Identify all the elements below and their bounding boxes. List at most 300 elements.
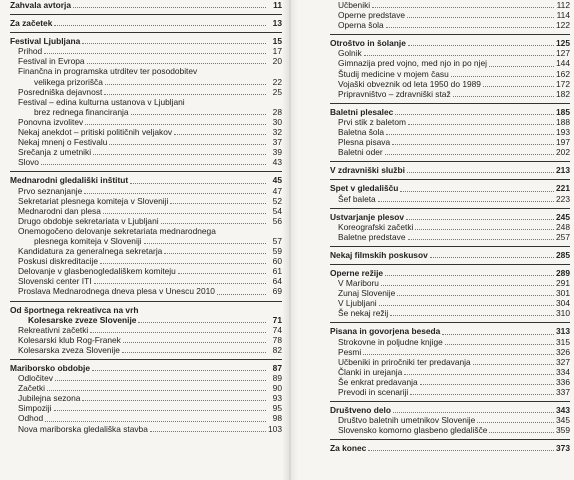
dot-leader	[82, 400, 266, 401]
toc-page-number: 289	[556, 267, 570, 278]
toc-entry-title: Kolesarski klub Rog-Franek	[18, 334, 121, 345]
toc-entry-title: Poskusi diskreditacije	[18, 256, 99, 267]
toc-page-number: 172	[556, 78, 570, 89]
dot-leader	[385, 154, 554, 155]
toc-entry	[330, 107, 570, 117]
toc-entry	[330, 250, 570, 260]
toc-entry-title: Učbeniki	[338, 0, 371, 10]
dot-leader	[397, 295, 554, 296]
dot-leader	[364, 55, 554, 56]
toc-page-number: 28	[272, 106, 282, 117]
toc-entry	[330, 38, 570, 48]
toc-entry	[10, 0, 282, 10]
toc-entry	[10, 424, 282, 434]
dot-leader	[178, 273, 266, 274]
toc-entry	[330, 79, 570, 89]
toc-page-number: 74	[272, 324, 282, 335]
toc-page-number: 98	[272, 413, 282, 424]
toc-entry	[10, 186, 282, 196]
toc-entry	[10, 127, 282, 137]
dot-leader	[483, 86, 554, 87]
toc-page-number: 304	[556, 298, 570, 309]
dot-leader	[390, 315, 554, 316]
dot-leader	[82, 43, 266, 44]
dot-leader	[406, 219, 554, 220]
toc-left-list	[10, 0, 282, 434]
toc-page-number: 89	[272, 373, 282, 384]
toc-entry	[10, 196, 282, 206]
dot-leader	[407, 17, 554, 18]
toc-page-number: 30	[272, 116, 282, 127]
toc-entry-title: Še nekaj režij	[338, 308, 389, 319]
dot-leader	[45, 421, 266, 422]
toc-entry	[330, 183, 570, 193]
toc-entry	[10, 117, 282, 127]
toc-page-number: 343	[556, 405, 570, 416]
section-divider	[330, 179, 570, 180]
toc-page-number: 197	[556, 137, 570, 148]
dot-leader	[90, 332, 266, 333]
toc-entry	[330, 232, 570, 242]
toc-entry-title: Prvo seznanjanje	[18, 185, 83, 196]
toc-entry	[10, 286, 282, 296]
dot-leader	[123, 342, 266, 343]
dot-leader	[92, 370, 266, 371]
dot-leader	[477, 422, 554, 423]
toc-entry	[10, 403, 282, 413]
toc-page-number: 45	[272, 175, 282, 186]
toc-page-number: 213	[556, 165, 570, 176]
toc-entry-title: Od športnega rekreativca na vrh	[10, 304, 139, 315]
dot-leader	[372, 7, 554, 8]
section-divider	[330, 322, 570, 323]
toc-entry	[330, 147, 570, 157]
toc-page-number: 315	[556, 336, 570, 347]
toc-entry-title: Mednarodni gledališki inštitut	[10, 175, 129, 186]
toc-page-number: 359	[556, 425, 570, 436]
dot-leader	[381, 285, 554, 286]
toc-right-list	[330, 0, 570, 453]
toc-entry-title: Srečanja z umetniki	[18, 147, 92, 158]
toc-page-number: 345	[556, 415, 570, 426]
dot-leader	[400, 191, 554, 192]
toc-entry	[330, 0, 570, 10]
dot-leader	[93, 154, 266, 155]
toc-entry-title: Nova mariborska gledališka stavba	[18, 423, 148, 434]
toc-entry-title: Slovo	[18, 157, 39, 168]
dot-leader	[489, 66, 554, 67]
toc-page-number: 15	[272, 36, 282, 47]
toc-entry-title: Spet v gledališču	[330, 183, 399, 194]
toc-page-number: 257	[556, 231, 570, 242]
toc-entry	[330, 357, 570, 367]
toc-entry-title: Drugo obdobje sekretariata v Ljubljani	[18, 215, 159, 226]
toc-entry	[10, 383, 282, 393]
dot-leader	[395, 114, 554, 115]
toc-page-number: 52	[272, 195, 282, 206]
dot-leader	[393, 412, 554, 413]
toc-entry	[330, 288, 570, 298]
dot-leader	[453, 96, 554, 97]
toc-entry	[330, 10, 570, 20]
toc-page-number: 334	[556, 366, 570, 377]
dot-leader	[54, 410, 266, 411]
section-divider	[330, 401, 570, 402]
toc-page-number: 245	[556, 211, 570, 222]
toc-entry	[10, 246, 282, 256]
toc-entry-title: Šef baleta	[338, 193, 376, 204]
toc-entry-title: Sekretariat plesnega komiteja v Sloveniji	[18, 195, 169, 206]
toc-entry	[330, 48, 570, 58]
section-divider	[10, 359, 282, 360]
dot-leader	[103, 213, 266, 214]
toc-entry	[330, 89, 570, 99]
section-divider	[10, 301, 282, 302]
dot-leader	[138, 322, 266, 323]
toc-entry	[330, 347, 570, 357]
toc-entry	[10, 107, 282, 117]
toc-entry	[10, 335, 282, 345]
toc-entry-title: Posredniška dejavnost	[18, 86, 103, 97]
toc-entry-title: V Mariboru	[338, 278, 379, 289]
toc-entry-title: Odhod	[18, 413, 44, 424]
toc-entry	[330, 377, 570, 387]
toc-entry-title: plesnega komiteja v Sloveniji	[34, 235, 142, 246]
toc-entry-title: Mariborsko obdobje	[10, 363, 91, 373]
section-divider	[330, 208, 570, 209]
toc-entry-title: Kandidatura za generalnega sekretarja	[18, 246, 163, 257]
toc-page-number: 56	[272, 215, 282, 226]
dot-leader	[47, 390, 266, 391]
toc-entry	[10, 236, 282, 246]
toc-page-number: 25	[272, 86, 282, 97]
toc-entry-title: Še enkrat predavanja	[338, 376, 418, 387]
dot-leader	[392, 144, 554, 145]
toc-entry-title: Prevodi in scenariji	[338, 387, 409, 397]
toc-entry-title: Pesmi	[338, 346, 362, 357]
toc-entry	[330, 326, 570, 336]
toc-entry-title: Kolesarske zveze Slovenije	[28, 314, 137, 325]
toc-entry-title: V Ljubljani	[338, 298, 377, 309]
toc-entry	[10, 206, 282, 216]
toc-entry-title: Zahvala avtorja	[10, 0, 71, 10]
toc-entry	[330, 268, 570, 278]
toc-entry-title: Ustvarjanje plesov	[330, 211, 405, 222]
toc-page-number: 61	[272, 266, 282, 277]
toc-entry	[10, 56, 282, 66]
book-gutter	[282, 0, 298, 480]
dot-leader	[100, 263, 266, 264]
toc-entry	[10, 77, 282, 87]
toc-entry	[10, 216, 282, 226]
dot-leader	[41, 164, 266, 165]
dot-leader	[445, 344, 554, 345]
toc-entry-title: Slovenski center ITI	[18, 276, 92, 287]
dot-leader	[131, 114, 266, 115]
toc-page-number: 336	[556, 376, 570, 387]
dot-leader	[104, 94, 266, 95]
toc-entry-title: Finančna in programska utrditev ter posodobitev	[18, 66, 198, 77]
toc-entry-line	[10, 66, 282, 76]
toc-page-number: 93	[272, 393, 282, 404]
toc-entry-line	[10, 226, 282, 236]
toc-page-number: 54	[272, 205, 282, 216]
toc-page-number: 32	[272, 127, 282, 138]
dot-leader	[161, 223, 266, 224]
dot-leader	[109, 144, 266, 145]
toc-entry	[10, 363, 282, 373]
toc-entry	[10, 413, 282, 423]
toc-page-number: 185	[556, 106, 570, 117]
toc-page-number: 47	[272, 185, 282, 196]
toc-entry-title: Festival in Evropa	[18, 56, 85, 67]
toc-entry-title: Strokovne in poljudne knjige	[338, 336, 443, 347]
dot-leader	[415, 229, 554, 230]
dot-leader	[386, 27, 554, 28]
toc-entry-title: Kolesarska zveza Slovenije	[18, 344, 120, 355]
section-divider	[330, 103, 570, 104]
toc-page-number: 71	[272, 314, 282, 325]
section-divider	[10, 14, 282, 15]
dot-leader	[217, 294, 266, 295]
toc-entry	[330, 387, 570, 397]
dot-leader	[122, 352, 266, 353]
toc-page-number: 22	[272, 76, 282, 87]
toc-entry-title: Otroštvo in šolanje	[330, 38, 406, 49]
section-divider	[330, 246, 570, 247]
toc-entry	[330, 425, 570, 435]
toc-entry-title: Baletni oder	[338, 147, 383, 158]
toc-entry	[10, 266, 282, 276]
toc-page-number: 188	[556, 116, 570, 127]
section-divider	[330, 161, 570, 162]
dot-leader	[408, 239, 554, 240]
toc-entry-title: Baletne predstave	[338, 231, 406, 242]
toc-entry-title: Ponovna izvolitev	[18, 116, 84, 127]
dot-leader	[420, 384, 554, 385]
dot-leader	[363, 354, 554, 355]
toc-entry-title: Pisana in govorjena beseda	[330, 326, 441, 337]
toc-entry	[330, 137, 570, 147]
toc-entry-title: Operne predstave	[338, 10, 406, 21]
toc-entry	[10, 46, 282, 56]
toc-entry-line	[10, 305, 282, 315]
toc-entry	[10, 87, 282, 97]
dot-leader	[489, 432, 554, 433]
dot-leader	[407, 172, 554, 173]
toc-entry-title: Simpoziji	[18, 403, 52, 414]
dot-leader	[150, 431, 266, 432]
dot-leader	[385, 275, 554, 276]
toc-page-number: 82	[272, 344, 282, 355]
toc-entry	[10, 315, 282, 325]
dot-leader	[430, 257, 554, 258]
dot-leader	[473, 364, 554, 365]
dot-leader	[404, 374, 554, 375]
toc-entry-title: Operna šola	[338, 20, 384, 31]
toc-entry-title: Onemogočeno delovanje sekretariata mednarodnega	[18, 225, 216, 236]
toc-entry-title: Nekaj filmskih poskusov	[330, 249, 428, 260]
toc-entry	[10, 276, 282, 286]
toc-entry-title: Baletni plesalec	[330, 106, 394, 117]
toc-entry-title: Nekaj mnenj o Festivalu	[18, 137, 108, 148]
toc-page-number: 313	[556, 326, 570, 337]
toc-page-number: 310	[556, 308, 570, 319]
toc-entry	[10, 325, 282, 335]
toc-entry-line	[10, 97, 282, 107]
toc-entry-title: Slovensko komorno glasbeno gledališče	[338, 425, 488, 436]
toc-entry	[330, 69, 570, 79]
dot-leader	[451, 76, 554, 77]
toc-entry	[330, 127, 570, 137]
toc-entry-title: Plesna pisava	[338, 137, 391, 148]
toc-entry-title: Društveno delo	[330, 405, 391, 416]
toc-page-number: 144	[556, 58, 570, 69]
dot-leader	[44, 53, 266, 54]
toc-entry	[330, 443, 570, 453]
toc-page-number: 95	[272, 403, 282, 414]
toc-entry-title: Festival – edina kulturna ustanova v Ljubljani	[18, 96, 185, 107]
toc-entry-title: Prvi stik z baletom	[338, 116, 406, 127]
toc-page-number: 90	[272, 383, 282, 394]
toc-page-number: 39	[272, 147, 282, 158]
toc-page-number: 64	[272, 276, 282, 287]
section-divider	[10, 171, 282, 172]
dot-leader	[94, 283, 266, 284]
toc-entry	[10, 36, 282, 46]
dot-leader	[105, 84, 266, 85]
toc-entry	[10, 373, 282, 383]
toc-entry-title: Koreografski začetki	[338, 221, 414, 232]
toc-entry-title: Vojaški obveznik od leta 1950 do 1989	[338, 78, 481, 89]
toc-entry-title: V zdravniški službi	[330, 165, 405, 176]
toc-page-number: 223	[556, 193, 570, 204]
toc-entry	[330, 278, 570, 288]
toc-page-number: 13	[272, 18, 282, 29]
toc-page-number: 60	[272, 256, 282, 267]
toc-entry	[10, 147, 282, 157]
dot-leader	[130, 183, 266, 184]
section-divider	[330, 34, 570, 35]
toc-entry-title: Odločitev	[18, 373, 53, 384]
dot-leader	[174, 134, 266, 135]
toc-entry-title: Začetki	[18, 383, 45, 394]
toc-entry	[330, 58, 570, 68]
toc-page-number: 20	[272, 56, 282, 67]
toc-entry-title: Prihod	[18, 46, 43, 57]
toc-entry-title: Rekreativni začetki	[18, 324, 89, 335]
toc-entry	[330, 415, 570, 425]
toc-entry	[330, 194, 570, 204]
toc-entry-title: Študij medicine v mojem času	[338, 68, 449, 79]
toc-entry-title: Za konec	[330, 443, 367, 454]
toc-entry	[330, 337, 570, 347]
toc-entry	[10, 137, 282, 147]
toc-page-number: 373	[556, 443, 570, 454]
toc-page-number: 78	[272, 334, 282, 345]
right-page	[290, 0, 574, 480]
section-divider	[330, 264, 570, 265]
toc-entry	[10, 18, 282, 28]
section-divider	[330, 439, 570, 440]
toc-entry-title: Društvo baletnih umetnikov Slovenije	[338, 415, 476, 426]
dot-leader	[379, 305, 554, 306]
toc-page-number: 301	[556, 288, 570, 299]
toc-page-number: 43	[272, 157, 282, 168]
toc-page-number: 285	[556, 249, 570, 260]
dot-leader	[54, 25, 266, 26]
toc-page-number: 221	[556, 183, 570, 194]
dot-leader	[84, 193, 266, 194]
toc-page-number: 37	[272, 137, 282, 148]
toc-entry	[10, 157, 282, 167]
toc-entry	[330, 298, 570, 308]
toc-page-number: 57	[272, 235, 282, 246]
toc-page-number: 291	[556, 278, 570, 289]
toc-entry	[10, 393, 282, 403]
toc-entry	[330, 212, 570, 222]
dot-leader	[386, 134, 554, 135]
toc-page-number: 248	[556, 221, 570, 232]
toc-entry-title: Gimnazija pred vojno, med njo in po njej	[338, 58, 487, 69]
dot-leader	[170, 203, 266, 204]
toc-page-number: 17	[272, 46, 282, 57]
toc-page-number: 114	[556, 10, 570, 21]
toc-page-number: 327	[556, 356, 570, 367]
dot-leader	[164, 253, 266, 254]
toc-entry-title: Baletna šola	[338, 127, 385, 138]
toc-entry-title: Članki in urejanja	[338, 366, 403, 377]
toc-page-number: 193	[556, 127, 570, 138]
toc-page-number: 59	[272, 246, 282, 257]
dot-leader	[408, 124, 554, 125]
toc-page-number: 125	[556, 38, 570, 49]
toc-entry	[330, 117, 570, 127]
toc-entry	[330, 367, 570, 377]
toc-page-number: 103	[268, 423, 282, 434]
toc-entry	[10, 345, 282, 355]
toc-entry-title: velikega prizorišča	[34, 76, 103, 87]
dot-leader	[410, 394, 554, 395]
dot-leader	[408, 45, 554, 46]
toc-entry	[10, 256, 282, 266]
toc-entry	[330, 308, 570, 318]
toc-entry-title: brez rednega financiranja	[34, 106, 129, 117]
toc-entry-title: Operne režije	[330, 267, 384, 278]
toc-entry-title: Zunaj Slovenije	[338, 288, 396, 299]
toc-entry-title: Jubilejna sezona	[18, 393, 81, 404]
toc-page-number: 112	[556, 0, 570, 10]
toc-page-number: 202	[556, 147, 570, 158]
toc-entry	[330, 222, 570, 232]
toc-entry	[330, 20, 570, 30]
toc-entry-title: Festival Ljubljana	[10, 36, 81, 47]
dot-leader	[378, 201, 554, 202]
dot-leader	[144, 243, 266, 244]
toc-entry-title: Učbeniki in priročniki ter predavanja	[338, 356, 471, 367]
toc-entry-title: Nekaj anekdot – pritiski političnih veljakov	[18, 127, 173, 138]
toc-page-number: 162	[556, 68, 570, 79]
toc-entry-title: Proslava Mednarodnega dneva plesa v Unescu 2010	[18, 286, 215, 297]
toc-page-number: 69	[272, 286, 282, 297]
toc-page-number: 337	[556, 387, 570, 397]
toc-page-number: 11	[273, 0, 282, 10]
dot-leader	[73, 7, 266, 8]
toc-entry	[10, 175, 282, 185]
dot-leader	[87, 63, 266, 64]
toc-page-number: 182	[556, 88, 570, 99]
dot-leader	[442, 334, 554, 335]
